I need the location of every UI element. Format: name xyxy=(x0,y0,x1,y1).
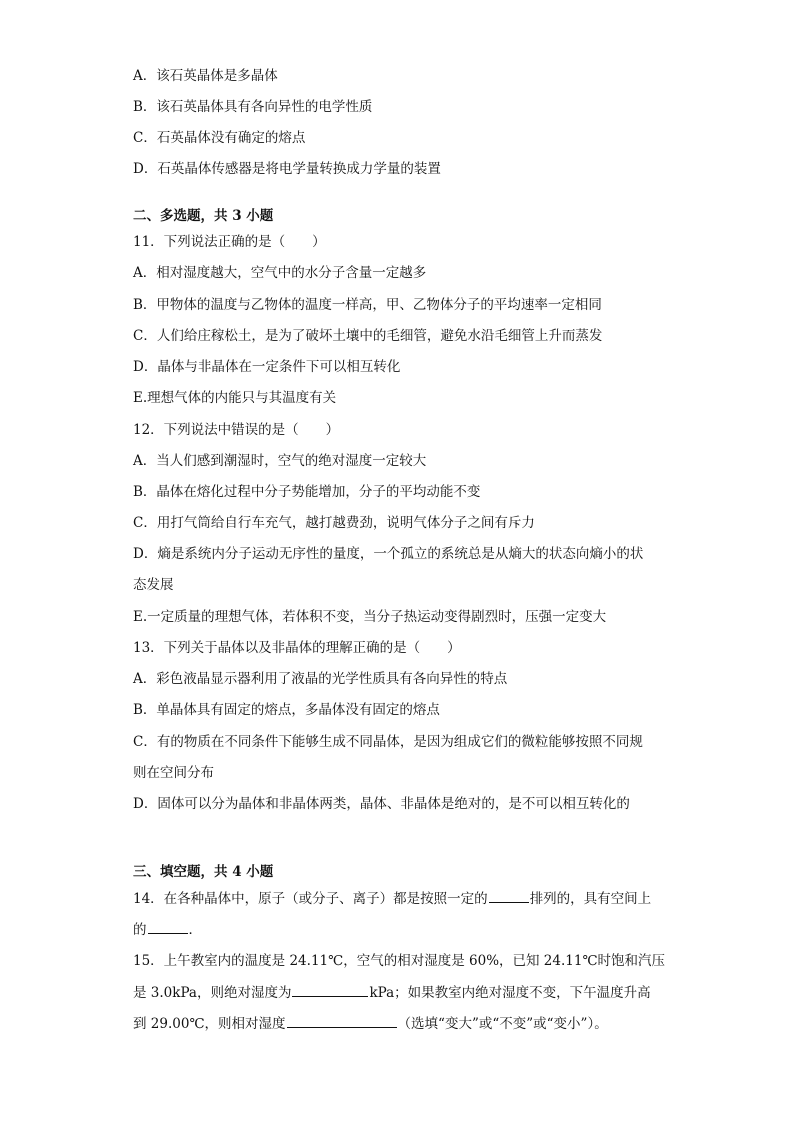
option-b: B．该石英晶体具有各向异性的电学性质 xyxy=(133,99,373,115)
question-12-stem: 12．下列说法中错误的是（ ） xyxy=(133,422,340,438)
q15-text-b: kPa；如果教室内绝对湿度不变，下午温度升高 xyxy=(369,985,651,1001)
q12-option-d-line2: 态发展 xyxy=(133,577,174,593)
q12-option-e: E.一定质量的理想气体，若体积不变，当分子热运动变得剧烈时，压强一定变大 xyxy=(133,609,607,625)
question-14-line2 xyxy=(133,919,202,940)
option-c: C．石英晶体没有确定的熔点 xyxy=(133,130,306,146)
q13-option-a: A．彩色液晶显示器利用了液晶的光学性质具有各向异性的特点 xyxy=(133,671,508,687)
question-11-stem: 11．下列说法正确的是（ ） xyxy=(133,234,326,250)
q12-option-c: C．用打气筒给自行车充气，越打越费劲，说明气体分子之间有斥力 xyxy=(133,515,535,531)
q15-text-a: 是 3.0kPa，则绝对湿度为 xyxy=(133,985,292,1001)
q12-option-a: A．当人们感到潮湿时，空气的绝对湿度一定较大 xyxy=(133,453,427,469)
q15-text-c: 到 29.00℃，则相对湿度 xyxy=(133,1016,286,1032)
q14-text-d: ． xyxy=(188,922,202,938)
q14-blank-2[interactable] xyxy=(148,919,188,934)
question-14-line1 xyxy=(133,888,651,909)
section-heading-multiple-choice: 二、多选题，共 3 小题 xyxy=(133,208,274,224)
option-a: A．该石英晶体是多晶体 xyxy=(133,68,278,84)
q14-text-a: 14．在各种晶体中，原子（或分子、离子）都是按照一定的 xyxy=(133,891,488,907)
q14-text-b: 排列的，具有空间上 xyxy=(529,891,652,907)
q11-option-e: E.理想气体的内能只与其温度有关 xyxy=(133,390,337,406)
q15-blank-1[interactable] xyxy=(292,982,368,997)
q14-blank-1[interactable] xyxy=(489,888,529,903)
option-d: D．石英晶体传感器是将电学量转换成力学量的装置 xyxy=(133,161,441,177)
q12-option-b: B．晶体在熔化过程中分子势能增加，分子的平均动能不变 xyxy=(133,484,481,500)
q13-option-c-line2: 则在空间分布 xyxy=(133,765,214,781)
q13-option-d: D．固体可以分为晶体和非晶体两类，晶体、非晶体是绝对的，是不可以相互转化的 xyxy=(133,796,630,812)
q11-option-d: D．晶体与非晶体在一定条件下可以相互转化 xyxy=(133,359,401,375)
q15-text-d: （选填“变大”或“不变”或“变小”）。 xyxy=(397,1016,608,1032)
q13-option-c-line1: C．有的物质在不同条件下能够生成不同晶体，是因为组成它们的微粒能够按照不同规 xyxy=(133,734,643,750)
q15-blank-2[interactable] xyxy=(287,1013,397,1028)
q11-option-b: B．甲物体的温度与乙物体的温度一样高，甲、乙物体分子的平均速率一定相同 xyxy=(133,297,602,313)
question-15-line1: 15．上午教室内的温度是 24.11℃，空气的相对湿度是 60%，已知 24.11℃时饱和汽压 xyxy=(133,953,666,969)
question-13-stem: 13．下列关于晶体以及非晶体的理解正确的是（ ） xyxy=(133,640,461,656)
q11-option-a: A．相对湿度越大，空气中的水分子含量一定越多 xyxy=(133,265,427,281)
q11-option-c: C．人们给庄稼松土，是为了破坏土壤中的毛细管，避免水沿毛细管上升而蒸发 xyxy=(133,328,603,344)
question-15-line3 xyxy=(133,1013,608,1034)
q12-option-d-line1: D．熵是系统内分子运动无序性的量度，一个孤立的系统总是从熵大的状态向熵小的状 xyxy=(133,546,644,562)
question-15-line2 xyxy=(133,982,651,1003)
q14-text-c: 的 xyxy=(133,922,147,938)
section-heading-fill-in: 三、填空题，共 4 小题 xyxy=(133,864,274,880)
q13-option-b: B．单晶体具有固定的熔点，多晶体没有固定的熔点 xyxy=(133,702,440,718)
